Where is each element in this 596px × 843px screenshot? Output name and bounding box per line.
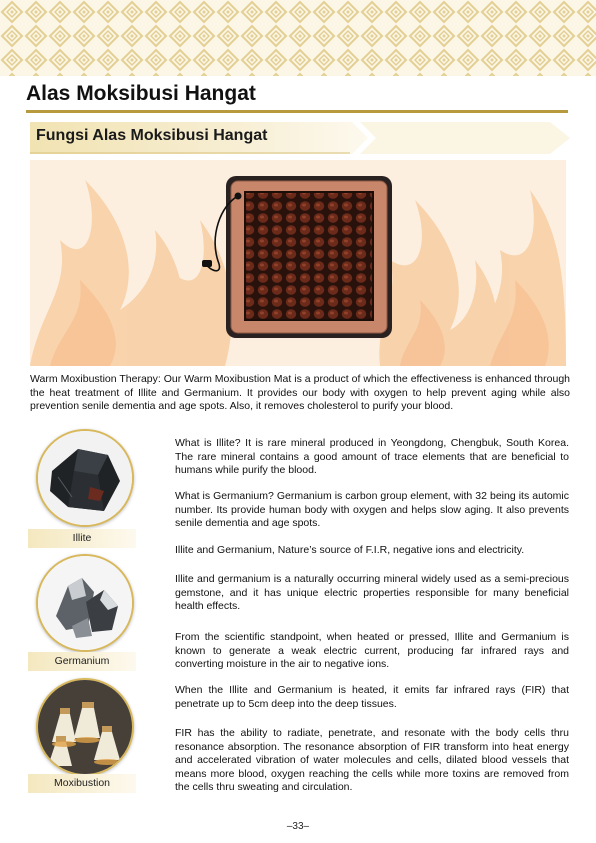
decorative-header-pattern — [0, 0, 596, 76]
page-title: Alas Moksibusi Hangat — [26, 82, 256, 105]
paragraph-scientific: From the scientific standpoint, when heated or pressed, Illite and Germanium is known to generate a weak electric current, producing far infrared rays and converting moisture in the air to negative ions. — [175, 631, 569, 670]
moxibustion-caption: Moxibustion — [28, 774, 136, 793]
illite-image — [36, 429, 134, 527]
paragraph-illite: What is Illite? It is rare mineral produced in Yeongdong, Chengbuk, South Korea. The rare mineral contains a good amount of trace elements that are beneficial to humans while purify the blood. — [175, 437, 569, 476]
paragraph-germanium: What is Germanium? Germanium is carbon group element, with 32 being its automic number. Its provide human body with oxygen and helps slow aging. It also prevents senile dementia and age spots. — [175, 490, 569, 529]
illite-rock-icon — [38, 431, 132, 525]
paragraph-fir-ability: FIR has the ability to radiate, penetrate, and resonate with the body cells thru resonance absorption. The resonance absorption of FIR transform into heat energy and accelerated vibration of water molecules and cells, dilated blood vessels that means more blood, oxygen reaching the cells while more toxins are removed from the cells thru sweating and circulation. — [175, 727, 569, 793]
germanium-caption: Germanium — [28, 652, 136, 671]
germanium-image — [36, 554, 134, 652]
moxa-cones-icon — [38, 680, 132, 774]
paragraph-gemstone: Illite and germanium is a naturally occurring mineral widely used as a semi-precious gemstone, and it has unique electric properties responsible for many beneficial health effects. — [175, 573, 569, 612]
intro-paragraph: Warm Moxibustion Therapy: Our Warm Moxibustion Mat is a product of which the effectiveness is enhanced through the heat treatment of Illite and Germanium. It provides our body with oxygen to help prevent aging while also prevention senile dementia and age spots. Also, it removes cholesterol to purify your blood. — [30, 373, 570, 412]
title-divider — [26, 110, 568, 113]
moxibustion-mat-image — [200, 176, 395, 341]
germanium-crystal-icon — [38, 556, 132, 650]
section-subtitle: Fungsi Alas Moksibusi Hangat — [36, 127, 268, 144]
page-number: –33– — [286, 821, 310, 832]
paragraph-heated: When the Illite and Germanium is heated, it emits far infrared rays (FIR) that penetrate up to 5cm deep into the deep tissues. — [175, 684, 569, 710]
paragraph-fir-source: Illite and Germanium, Nature’s source of F.I.R, negative ions and electricity. — [175, 544, 525, 556]
illite-caption: Illite — [28, 529, 136, 548]
moxibustion-image — [36, 678, 134, 776]
